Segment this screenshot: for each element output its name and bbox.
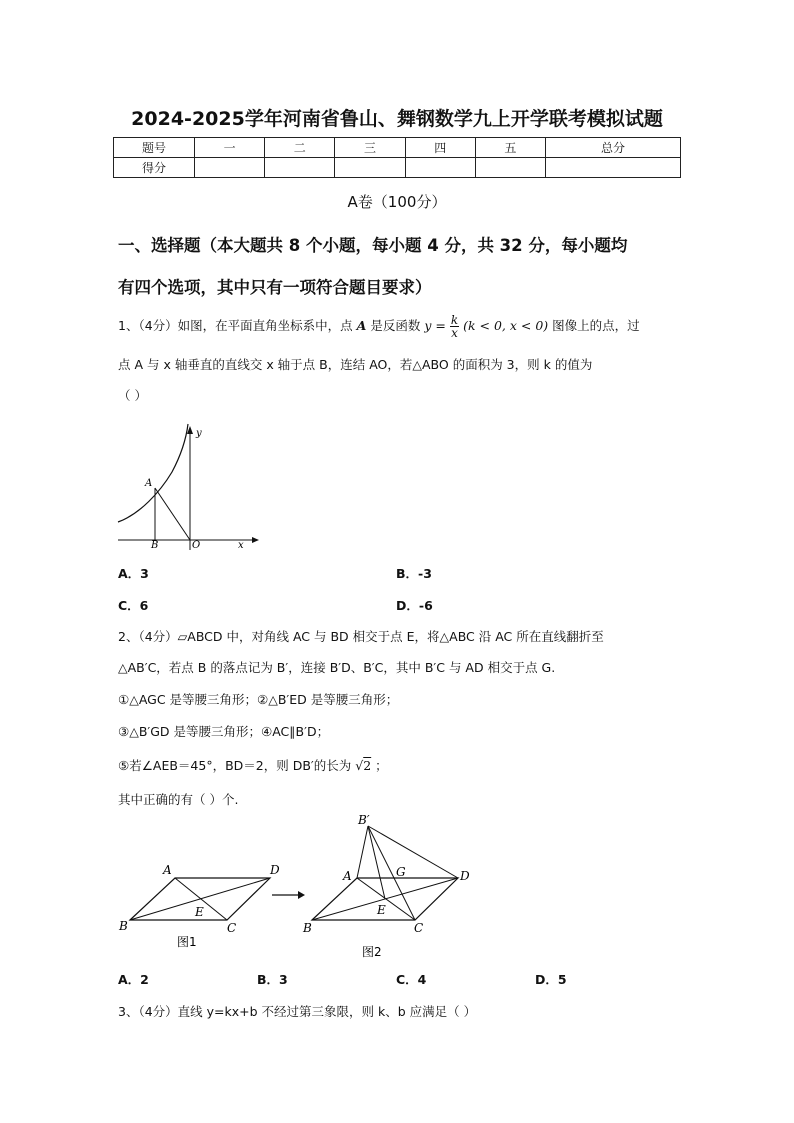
score-table-header-row [114, 138, 681, 158]
q2-statement-1-2: ①△AGC 是等腰三角形；②△B′ED 是等腰三角形； [118, 692, 399, 707]
score-cell: 题号 [114, 138, 195, 158]
q1-option-d[interactable]: D．-6 [396, 598, 433, 613]
score-cell: 一 [195, 138, 265, 158]
q2-figure-1 [115, 858, 285, 953]
fig1-caption: 图1 [177, 935, 197, 949]
q1-option-b[interactable]: B．-3 [396, 566, 432, 581]
score-table-score-row [114, 158, 681, 178]
q2-option-c[interactable]: C．4 [396, 972, 427, 987]
q2-statement-5 [118, 756, 688, 774]
score-blank [405, 158, 475, 178]
q2-line1: 2、（4分）▱ABCD 中，对角线 AC 与 BD 相交于点 E，将△ABC 沿 AC 所在直线翻折至 [118, 629, 604, 644]
q2-figure-2 [300, 812, 480, 962]
fig2-label-a: A [343, 869, 352, 883]
fig2-label-bprime: B′ [358, 813, 370, 827]
exam-title: 2024-2025学年河南省鲁山、舞钢数学九上开学联考模拟试题 [131, 108, 663, 130]
fig2-label-g: G [396, 865, 406, 879]
q2-option-b[interactable]: B．3 [257, 972, 288, 987]
q1-frac-den: x [451, 326, 458, 340]
q2-ask: 其中正确的有（ ）个. [118, 792, 239, 807]
fig2-label-e: E [377, 903, 386, 917]
label-b: B [151, 540, 159, 550]
segment-bpa [357, 826, 368, 878]
q2-s5-text: ⑤若∠AEB＝45°，BD＝2，则 DB′的长为 [118, 758, 352, 773]
q1-func-lhs: y = [424, 318, 446, 333]
q3-text: 3、（4分）直线 y=kx+b 不经过第三象限，则 k、b 应满足（ ） [118, 1004, 477, 1019]
fig1-label-b: B [119, 919, 128, 933]
q1-frac-num: k [450, 313, 459, 327]
fig1-label-c: C [227, 921, 237, 935]
fig1-label-d: D [270, 863, 280, 877]
q2-line2: △AB′C，若点 B 的落点记为 B′，连接 B′D、B′C，其中 B′C 与 AD 相交于点 G. [118, 660, 556, 675]
label-o: O [192, 540, 201, 550]
fig1-label-e: E [195, 905, 204, 919]
sqrt-symbol: √2 [355, 758, 372, 773]
q1-suffix: 图像上的点，过 [552, 318, 640, 333]
segment-ao [155, 488, 190, 540]
q2-statement-3-4: ③△B′GD 是等腰三角形；④AC∥B′D； [118, 724, 330, 739]
q2-option-a[interactable]: A．2 [118, 972, 149, 987]
fig2-caption: 图2 [362, 945, 382, 959]
x-axis-arrow [252, 537, 259, 543]
q1-option-c[interactable]: C．6 [118, 598, 149, 613]
q1-condition: (k < 0, x < 0) [463, 318, 549, 333]
q2-s5-end: ； [375, 758, 388, 773]
score-blank [265, 158, 335, 178]
score-cell: 三 [335, 138, 405, 158]
score-blank [475, 158, 545, 178]
fig2-label-b: B [303, 921, 312, 935]
q1-figure [110, 422, 260, 550]
label-a: A [145, 478, 153, 489]
label-y: y [196, 428, 202, 439]
score-blank [335, 158, 405, 178]
q1-line1 [118, 312, 688, 340]
fig1-label-a: A [163, 863, 172, 877]
q1-option-a[interactable]: A．3 [118, 566, 149, 581]
score-blank [195, 158, 265, 178]
sqrt-radicand: 2 [363, 758, 372, 773]
score-cell: 五 [475, 138, 545, 158]
score-blank [546, 158, 681, 178]
score-cell: 四 [405, 138, 475, 158]
hyperbola-curve [118, 424, 188, 522]
section1-heading-line1: 一、选择题（本大题共 8 个小题，每小题 4 分，共 32 分，每小题均 [118, 236, 628, 255]
score-row-label: 得分 [114, 158, 195, 178]
q1-prefix: 1、（4分）如图，在平面直角坐标系中，点 [118, 318, 353, 333]
section1-heading-line2: 有四个选项，其中只有一项符合题目要求） [118, 278, 432, 297]
label-x: x [238, 540, 244, 550]
score-cell: 总分 [546, 138, 681, 158]
score-table [113, 137, 681, 178]
q2-option-d[interactable]: D．5 [535, 972, 567, 987]
q1-mid: 是反函数 [370, 318, 421, 333]
q1-point-a: A [356, 318, 367, 333]
volume-heading: A卷（100分） [347, 193, 447, 211]
q1-paren: （ ） [118, 388, 147, 403]
fig2-label-d: D [460, 869, 470, 883]
q1-line2: 点 A 与 x 轴垂直的直线交 x 轴于点 B，连结 AO，若△ABO 的面积为 3，则 k 的值为 [118, 357, 593, 372]
q1-fraction [450, 314, 459, 339]
score-cell: 二 [265, 138, 335, 158]
fig2-label-c: C [414, 921, 424, 935]
